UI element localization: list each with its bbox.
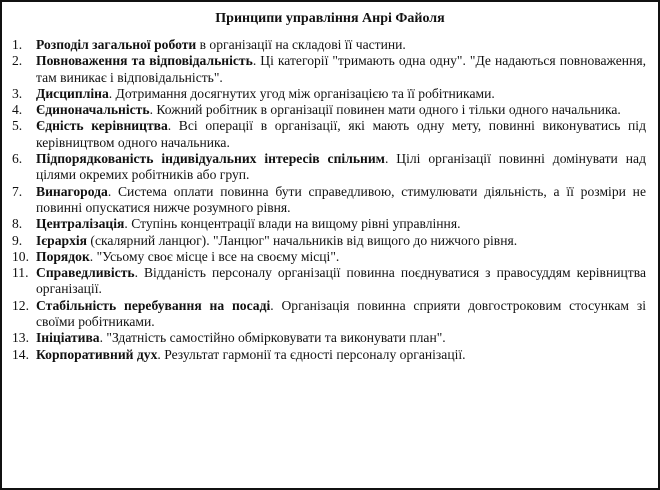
principle-term: Стабільність перебування на посаді [36,297,271,313]
principle-item [12,249,646,265]
principle-description: . Ступінь концентрації влади на вищому рівні управління. [124,216,461,232]
principle-term: Єдиноначальність [36,102,150,118]
item-number: 12. [12,297,29,313]
principle-term: Порядок [36,248,90,264]
principle-term: Дисципліна [36,85,109,101]
principle-item [12,53,646,86]
item-number: 14. [12,346,29,362]
principle-term: Справедливість [36,265,135,281]
principle-description: . Система оплати повинна бути справедливою, стимулювати діяльність, а її розміри не повинні опускатися нижче розумного рівня. [36,183,646,215]
principle-item [12,184,646,217]
principle-term: Розподіл загальної роботи [36,37,197,52]
principle-item [12,118,646,151]
principle-item [12,347,646,363]
principle-item [12,102,646,118]
principle-item [12,330,646,346]
principle-term: Корпоративний дух [36,346,158,362]
principle-description: . Всі операції в організації, які мають одну мету, повинні виконуватись під керівництвом одного начальника. [36,118,646,150]
item-number: 13. [12,330,29,346]
item-number: 6. [12,151,23,167]
item-number: 9. [12,232,23,248]
principle-description: . Організація повинна сприяти довгостроковим стосункам зі своїми робітниками. [36,297,646,330]
item-number: 1. [12,37,23,52]
principle-term: Повноваження та відповідальність [36,53,253,69]
principle-item [12,151,646,184]
principle-description: в організації на складові її частини. [196,37,406,52]
principle-item [12,86,646,102]
item-number: 3. [12,85,23,101]
principle-term: Централізація [36,216,125,232]
principle-item [12,233,646,249]
principle-description: . Результат гармонії та єдності персоналу організації. [157,346,466,362]
principle-description: . Цілі організації повинні домінувати над цілями окремих робітників або груп. [36,151,646,183]
principle-description: . "Усьому своє місце і все на своєму місці". [89,248,340,264]
principle-item [12,216,646,232]
principle-item [12,265,646,298]
principle-description: . "Здатність самостійно обмірковувати та виконувати план". [99,330,446,346]
principle-description: . Ці категорії "тримають одна одну". "Де надаються повноваження, там виникає і відповідальність". [36,53,646,85]
principle-term: Ініціатива [36,330,100,346]
principle-item [12,298,646,331]
principles-list [12,37,646,363]
item-number: 11. [12,265,29,281]
principle-description: (скалярний ланцюг). "Ланцюг" начальників від вищого до нижчого рівня. [87,232,518,248]
principle-term: Ієрархія [36,232,88,248]
principle-description: . Дотримання досягнутих угод між організацією та її робітниками. [108,85,495,101]
principle-description: . Кожний робітник в організації повинен мати одного і тільки одного начальника. [149,102,621,118]
principle-description: . Відданість персоналу організації повинна поєднуватися з правосуддям керівництва організації. [36,265,646,297]
item-number: 10. [12,248,29,264]
principle-term: Винагорода [36,183,108,199]
principle-item [12,37,646,53]
principle-term: Єдність керівництва [36,118,168,134]
item-number: 7. [12,183,23,199]
document-title: Принципи управління Анрі Файоля [215,11,445,26]
item-number: 4. [12,102,23,118]
item-number: 2. [12,53,23,69]
principle-term: Підпорядкованість індивідуальних інтересів спільним [36,151,385,167]
item-number: 8. [12,216,23,232]
item-number: 5. [12,118,23,134]
